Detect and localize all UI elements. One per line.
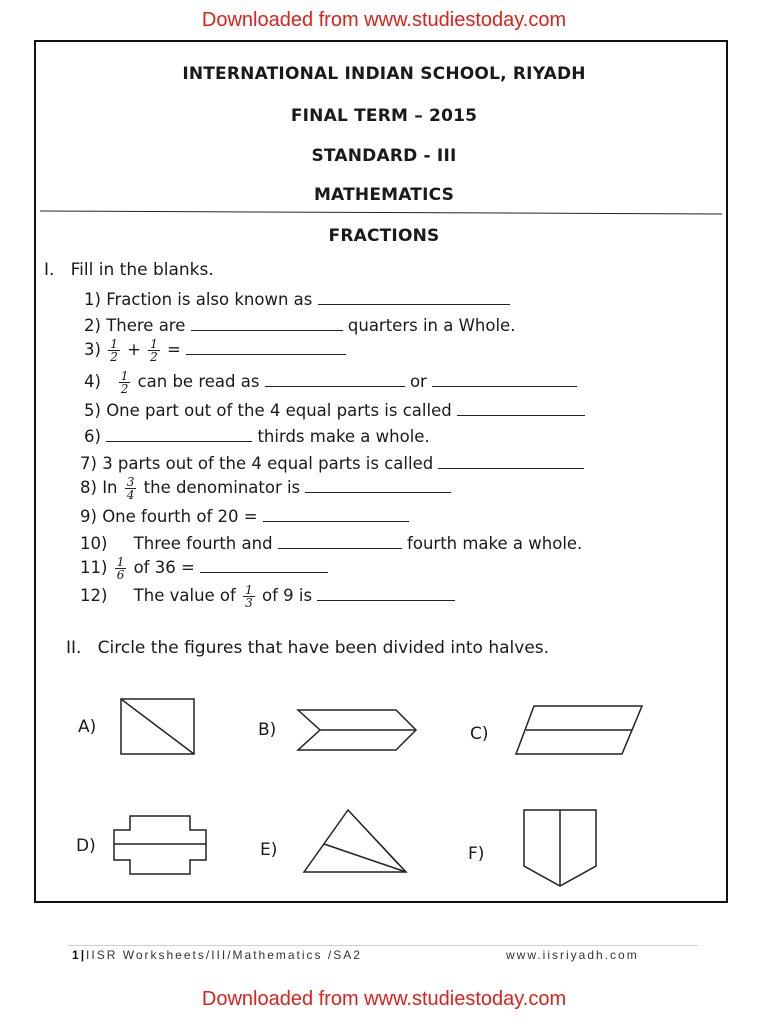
numerator: 1 (245, 583, 253, 597)
fraction (148, 338, 160, 363)
question-12 (80, 584, 455, 609)
question-5 (84, 401, 585, 420)
exam-term: FINAL TERM – 2015 (290, 106, 478, 126)
footer-divider (68, 945, 698, 946)
fraction (108, 338, 120, 363)
question-text: The value of (133, 586, 236, 605)
footer-path: IISR Worksheets/III/Mathematics /SA2 (86, 948, 362, 962)
figure-c-parallelogram[interactable] (514, 704, 644, 756)
answer-blank[interactable] (191, 316, 343, 331)
section-2-numeral: II. (66, 638, 82, 658)
section-1-heading (44, 260, 214, 280)
section-1-numeral: I. (44, 260, 55, 280)
question-number: 7) (80, 454, 97, 473)
question-number: 4) (84, 372, 101, 391)
answer-blank[interactable] (263, 507, 409, 522)
fraction (115, 556, 127, 581)
figure-e-triangle[interactable] (302, 808, 408, 874)
answer-blank[interactable] (317, 586, 455, 601)
footer-website[interactable]: www.iisriyadh.com (506, 948, 639, 962)
topic-title: FRACTIONS (328, 226, 440, 246)
answer-blank[interactable] (305, 478, 451, 493)
question-number: 5) (84, 401, 101, 420)
equals-sign: = (167, 340, 181, 359)
answer-blank[interactable] (265, 372, 405, 387)
question-number: 11) (80, 558, 108, 577)
figure-f-shield[interactable] (522, 808, 598, 888)
numerator: 1 (116, 555, 125, 569)
denominator: 4 (126, 488, 135, 502)
question-text: the denominator is (143, 478, 301, 497)
figure-b-label: B) (258, 720, 277, 740)
question-text: In (102, 478, 118, 497)
figure-d-label: D) (76, 836, 96, 856)
question-1 (84, 290, 510, 309)
section-2-heading (66, 638, 549, 658)
question-text: can be read as (137, 372, 260, 391)
question-number: 2) (84, 316, 101, 335)
figure-a-rectangle-diagonal[interactable] (120, 698, 196, 756)
denominator: 2 (150, 350, 158, 364)
section-2-title: Circle the figures that have been divided into halves. (97, 638, 550, 658)
figure-e-label: E) (260, 840, 278, 860)
question-3 (84, 338, 346, 363)
figure-d-cross-shape[interactable] (112, 814, 208, 876)
question-text: There are (106, 316, 186, 335)
question-text: 3 parts out of the 4 equal parts is called (102, 454, 434, 473)
download-banner-top[interactable]: Downloaded from www.studiestoday.com (201, 9, 567, 31)
page-number: 1 (72, 948, 81, 962)
section-1-title: Fill in the blanks. (70, 260, 214, 280)
answer-blank[interactable] (318, 290, 510, 305)
question-number: 9) (80, 507, 97, 526)
fraction (125, 476, 137, 501)
question-text: or (409, 372, 427, 391)
question-number: 12) (80, 586, 108, 605)
question-number: 1) (84, 290, 101, 309)
question-text: Three fourth and (133, 534, 273, 553)
answer-blank[interactable] (186, 340, 346, 355)
footer-separator: | (80, 948, 87, 962)
question-number: 6) (84, 427, 101, 446)
answer-blank[interactable] (457, 401, 585, 416)
numerator: 3 (126, 475, 135, 489)
fraction (243, 584, 255, 609)
question-8 (80, 476, 451, 501)
numerator: 1 (150, 337, 158, 351)
numerator: 1 (110, 337, 118, 351)
figure-f-label: F) (468, 844, 485, 864)
standard-label: STANDARD - III (311, 146, 457, 166)
fraction (119, 370, 131, 395)
question-text: fourth make a whole. (407, 534, 583, 553)
question-text: thirds make a whole. (257, 427, 430, 446)
question-text: Fraction is also known as (106, 290, 313, 309)
question-10 (80, 534, 582, 553)
question-number: 10) (80, 534, 108, 553)
footer-left (72, 948, 362, 962)
question-11 (80, 556, 328, 581)
figure-c-label: C) (470, 724, 489, 744)
question-4 (84, 370, 577, 395)
denominator: 3 (245, 596, 253, 610)
denominator: 2 (110, 350, 118, 364)
question-text: of 36 = (133, 558, 195, 577)
question-text: One part out of the 4 equal parts is called (106, 401, 452, 420)
question-number: 8) (80, 478, 97, 497)
question-6 (84, 427, 430, 446)
denominator: 2 (120, 382, 129, 396)
answer-blank[interactable] (278, 534, 402, 549)
school-name: INTERNATIONAL INDIAN SCHOOL, RIYADH (182, 64, 586, 84)
answer-blank[interactable] (438, 454, 584, 469)
subject-label: MATHEMATICS (313, 185, 455, 205)
question-text: One fourth of 20 = (102, 507, 258, 526)
answer-blank[interactable] (106, 427, 252, 442)
question-2 (84, 316, 515, 335)
denominator: 6 (116, 568, 125, 582)
question-7 (80, 454, 584, 473)
question-text: quarters in a Whole. (347, 316, 516, 335)
question-text: of 9 is (261, 586, 313, 605)
answer-blank[interactable] (432, 372, 577, 387)
figure-a-label: A) (78, 717, 97, 737)
numerator: 1 (120, 369, 129, 383)
question-number: 3) (84, 340, 101, 359)
download-banner-bottom[interactable]: Downloaded from www.studiestoday.com (201, 988, 567, 1010)
figure-b-chevron[interactable] (296, 708, 418, 752)
question-9 (80, 507, 409, 526)
plus-sign: + (127, 340, 141, 359)
answer-blank[interactable] (200, 558, 328, 573)
